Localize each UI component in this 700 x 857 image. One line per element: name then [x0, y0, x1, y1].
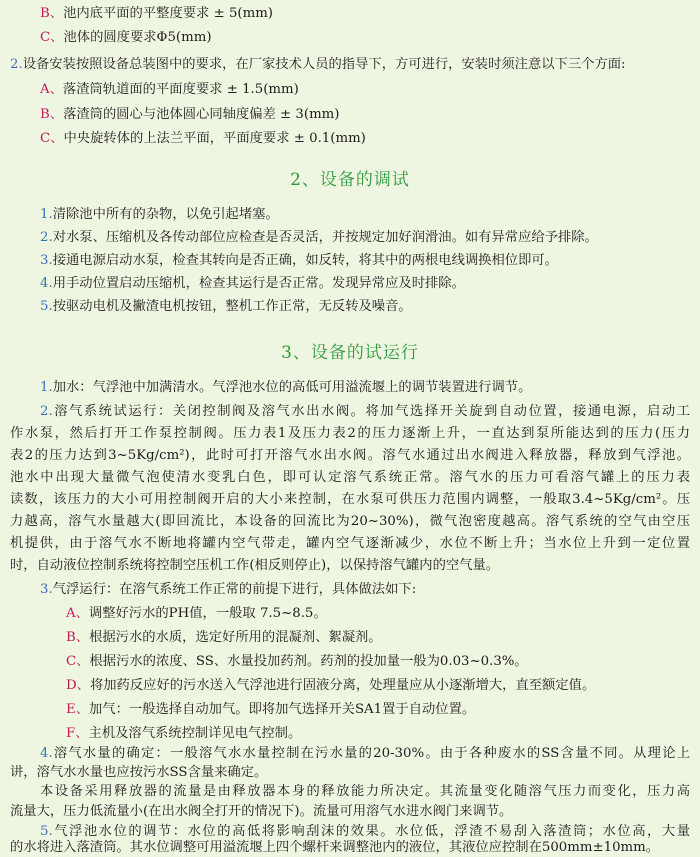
install-a-text: 落渣筒轨道面的平面度要求 ± 1.5(mm) — [62, 82, 299, 97]
s3-p5-line-2-visible: 的水将进入落渣筒。其水位调整可用溢流堰上四个螺杆来调整池内的液位，其液位应控制在500mm±10mm。 — [10, 840, 660, 855]
install-line — [10, 55, 700, 75]
s3-p3-item-a: A、调整好污水的PH值，一般取 7.5~8.5。 — [66, 606, 327, 621]
section3-title: 3、设备的试运行 — [281, 343, 419, 363]
s3-p2-line-1: 2.溶气系统试运行：关闭控制阀及溶气水出水阀。将加气选择开关旋到自动位置，接通电源，启动工 — [40, 404, 690, 419]
s2-item-4: 4.用手动位置启动压缩机，检查其运行是否正常。发现异常应及时排除。 — [40, 276, 465, 291]
s3-p2-line-8: 时，自动液位控制系统将控制空压机工作(相反则停止)，以保持溶气罐内的空气量。 — [10, 558, 500, 573]
req-b-line — [40, 4, 680, 24]
install-a-line — [40, 80, 680, 100]
s2-item-3: 3.接通电源启动水泵，检查其转向是否正确，如反转，将其中的两根电线调换相位即可。 — [40, 253, 558, 268]
install-num: 2. — [10, 57, 23, 72]
s3-p5-line-1: 5.气浮池水位的调节：水位的高低将影响刮沫的效果。水位低，浮渣不易刮入落渣筒；水位高，大量 — [40, 824, 690, 839]
s3-p1: 1.加水：气浮池中加满清水。气浮池水位的高低可用溢流堰上的调节装置进行调节。 — [40, 380, 532, 395]
install-b-line — [40, 105, 680, 125]
s3-p4-line-2: 讲，溶气水水量也应按污水SS含量来确定。 — [10, 765, 268, 780]
install-text: 设备安装按照设备总装图中的要求，在厂家技术人员的指导下，方可进行，安装时须注意以下三个方面: — [22, 57, 626, 72]
s3-p2-line-7: 机提供，由于溶气水不断地将罐内空气带走，罐内空气逐渐减少，水位不断上升；当水位上升到一定位置 — [10, 536, 690, 551]
s3-p2-line-2: 作水泵，然后打开工作泵控制阀。压力表1及压力表2的压力逐渐上升，一直达到泵所能达到的压力(压力 — [10, 426, 690, 441]
install-b-text: 落渣筒的圆心与池体圆心同轴度偏差 ± 3(mm) — [63, 107, 340, 122]
install-letter-c: C、 — [40, 131, 64, 146]
s3-p3-item-f: F、主机及溶气系统控制详见电气控制。 — [66, 726, 302, 741]
s3-p3-item-c: C、根据污水的浓度、SS、水量投加药剂。药剂的投加量一般为0.03~0.3%。 — [66, 654, 528, 669]
req-c-line — [40, 28, 680, 48]
install-c-text: 中央旋转体的上法兰平面，平面度要求 ± 0.1(mm) — [63, 131, 366, 146]
install-c-line — [40, 129, 680, 149]
install-letter-b: B、 — [40, 107, 64, 122]
s2-item-5: 5.按驱动电机及撇渣电机按钮，整机工作正常，无反转及噪音。 — [40, 299, 412, 314]
s3-p3-item-e: E、加气：一般选择自动加气。即将加气选择开关SA1置于自动位置。 — [66, 702, 476, 717]
letter-c: C、 — [40, 30, 64, 45]
s3-p4b-line-1: 本设备采用释放器的流量是由释放器本身的释放能力所决定。其流量变化随溶气压力而变化，压力高 — [40, 784, 690, 799]
req-c-text: 池体的圆度要求Φ5(mm) — [63, 30, 212, 45]
s3-p2-line-4: 池水中出现大量微气泡使清水变乳白色，即可认定溶气系统正常。溶气水的压力可看溶气罐上的压力表 — [10, 470, 690, 485]
s3-p3-item-b: B、根据污水的水质，选定好所用的混凝剂、絮凝剂。 — [66, 630, 382, 645]
req-b-text: 池内底平面的平整度要求 ± 5(mm) — [63, 6, 273, 21]
s3-p3: 3.气浮运行：在溶气系统工作正常的前提下进行，具体做法如下: — [40, 582, 417, 597]
s3-p2-line-5: 读数，该压力的大小可用控制阀开启的大小来控制，在水泵可供压力范围内调整，一般取3.4~5Kg/cm²。压 — [10, 492, 690, 507]
section2-title: 2、设备的调试 — [290, 170, 410, 190]
s3-p4-line-1: 4.溶气水量的确定：一般溶气水水量控制在污水量的20-30%。由于各种废水的SS含量不同。从理论上 — [40, 746, 690, 761]
s3-p3-item-d: D、将加药反应好的污水送入气浮池进行固液分离，处理量应从小逐渐增大，直至额定值。 — [66, 678, 596, 693]
s2-item-1: 1.清除池中所有的杂物，以免引起堵塞。 — [40, 207, 279, 222]
install-letter-a: A、 — [40, 82, 63, 97]
s2-item-2: 2.对水泵、压缩机及各传动部位应检查是否灵活，并按规定加好润滑油。如有异常应给予排除。 — [40, 230, 598, 245]
s3-p2-line-3: 表2的压力达到3~5Kg/cm²)，此时可打开溶气水出水阀。溶气水通过出水阀进入释放器，释放到气浮池。 — [10, 448, 690, 463]
letter-b: B、 — [40, 6, 64, 21]
s3-p4b-line-2: 流量大，压力低流量小(在出水阀全打开的情况下)。流量可用溶气水进水阀门来调节。 — [10, 804, 513, 819]
s3-p2-line-6: 力越高，溶气水量越大(即回流比，本设备的回流比为20~30%)，微气泡密度越高。溶气系统的空气由空压 — [10, 514, 690, 529]
